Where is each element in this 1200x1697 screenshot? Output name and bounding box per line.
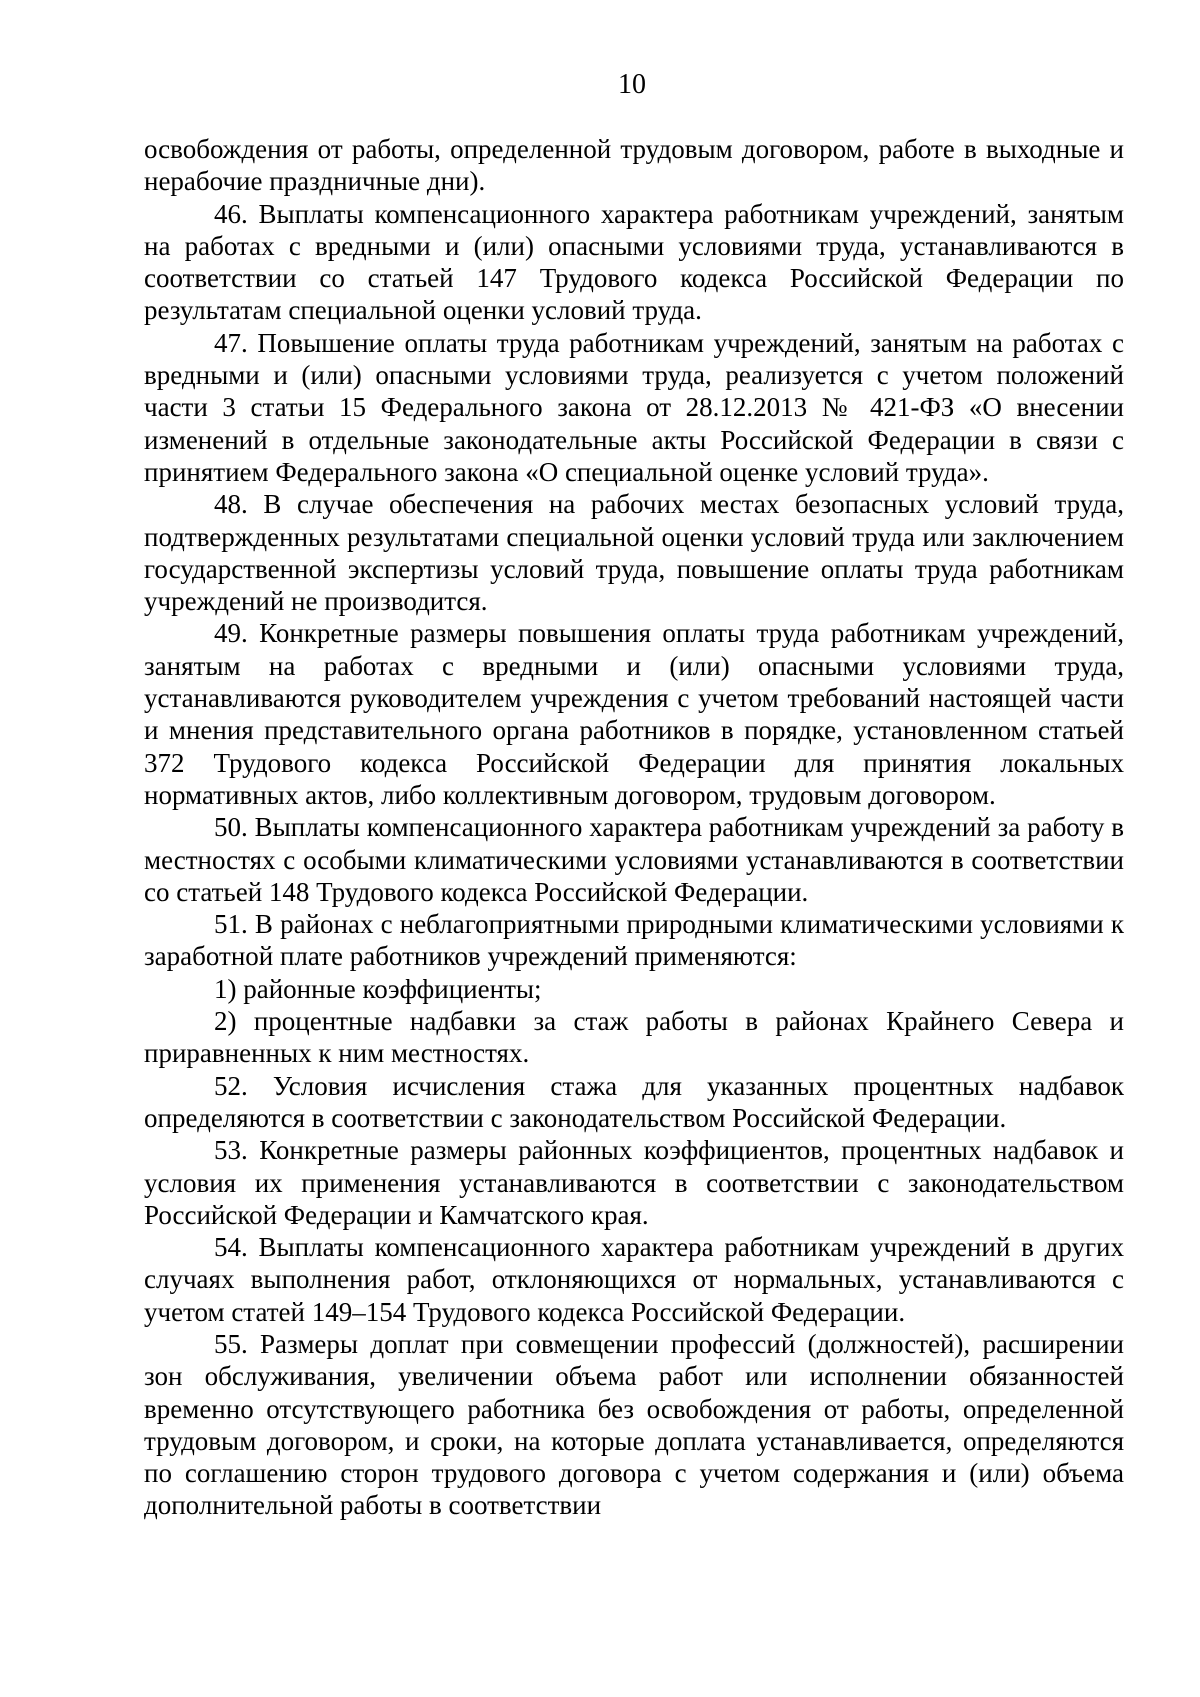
paragraph-50: 50. Выплаты компенсационного характера работникам учреждений за работу в местностях с особыми климатическими условиями устанавливаются в соответствии со статьей 148 Трудового кодекса Российской Федерации.	[144, 812, 1124, 907]
document-body	[144, 133, 1124, 1522]
paragraph-55: 55. Размеры доплат при совмещении профессий (должностей), расширении зон обслуживания, увеличении объема работ или исполнении обязанностей временно отсутствующего работника без освобождения от работы, определенной трудовым договором, и сроки, на которые доплата устанавливается, определяются по соглашению сторон трудового договора с учетом содержания и (или) объема дополнительной работы в соответствии	[144, 1328, 1124, 1521]
paragraph-continuation: освобождения от работы, определенной трудовым договором, работе в выходные и нерабочие праздничные дни).	[144, 134, 1124, 197]
page-number: 10	[618, 69, 646, 100]
paragraph-53: 53. Конкретные размеры районных коэффициентов, процентных надбавок и условия их применения устанавливаются в соответствии с законодательством Российской Федерации и Камчатского края.	[144, 1135, 1124, 1230]
paragraph-48: 48. В случае обеспечения на рабочих местах безопасных условий труда, подтвержденных результатами специальной оценки условий труда или заключением государственной экспертизы условий труда, повышение оплаты труда работникам учреждений не производится.	[144, 489, 1124, 617]
list-item-1: 1) районные коэффициенты;	[214, 973, 542, 1004]
paragraph-46: 46. Выплаты компенсационного характера работникам учреждений, занятым на работах с вредными и (или) опасными условиями труда, устанавливаются в соответствии со статьей 147 Трудового кодекса Российской Федерации по результатам специальной оценки условий труда.	[144, 198, 1124, 326]
paragraph-52: 52. Условия исчисления стажа для указанных процентных надбавок определяются в соответствии с законодательством Российской Федерации.	[144, 1070, 1124, 1133]
list-item-2: 2) процентные надбавки за стаж работы в районах Крайнего Севера и приравненных к ним местностях.	[144, 1006, 1124, 1069]
paragraph-49: 49. Конкретные размеры повышения оплаты труда работникам учреждений, занятым на работах с вредными и (или) опасными условиями труда, устанавливаются руководителем учреждения с учетом требований настоящей части и мнения представительного органа работников в порядке, установленном статьей 372 Трудового кодекса Российской Федерации для принятия локальных нормативных актов, либо коллективным договором, трудовым договором.	[144, 618, 1124, 810]
paragraph-51: 51. В районах с неблагоприятными природными климатическими условиями к заработной плате работников учреждений применяются:	[144, 909, 1124, 972]
paragraph-47: 47. Повышение оплаты труда работникам учреждений, занятым на работах с вредными и (или) опасными условиями труда, реализуется с учетом положений части 3 статьи 15 Федерального закона от 28.12.2013 № 421-ФЗ «О внесении изменений в отдельные законодательные акты Российской Федерации в связи с принятием Федерального закона «О специальной оценке условий труда».	[144, 327, 1124, 487]
paragraph-54: 54. Выплаты компенсационного характера работникам учреждений в других случаях выполнения работ, отклоняющихся от нормальных, устанавливаются с учетом статей 149–154 Трудового кодекса Российской Федерации.	[144, 1232, 1124, 1327]
